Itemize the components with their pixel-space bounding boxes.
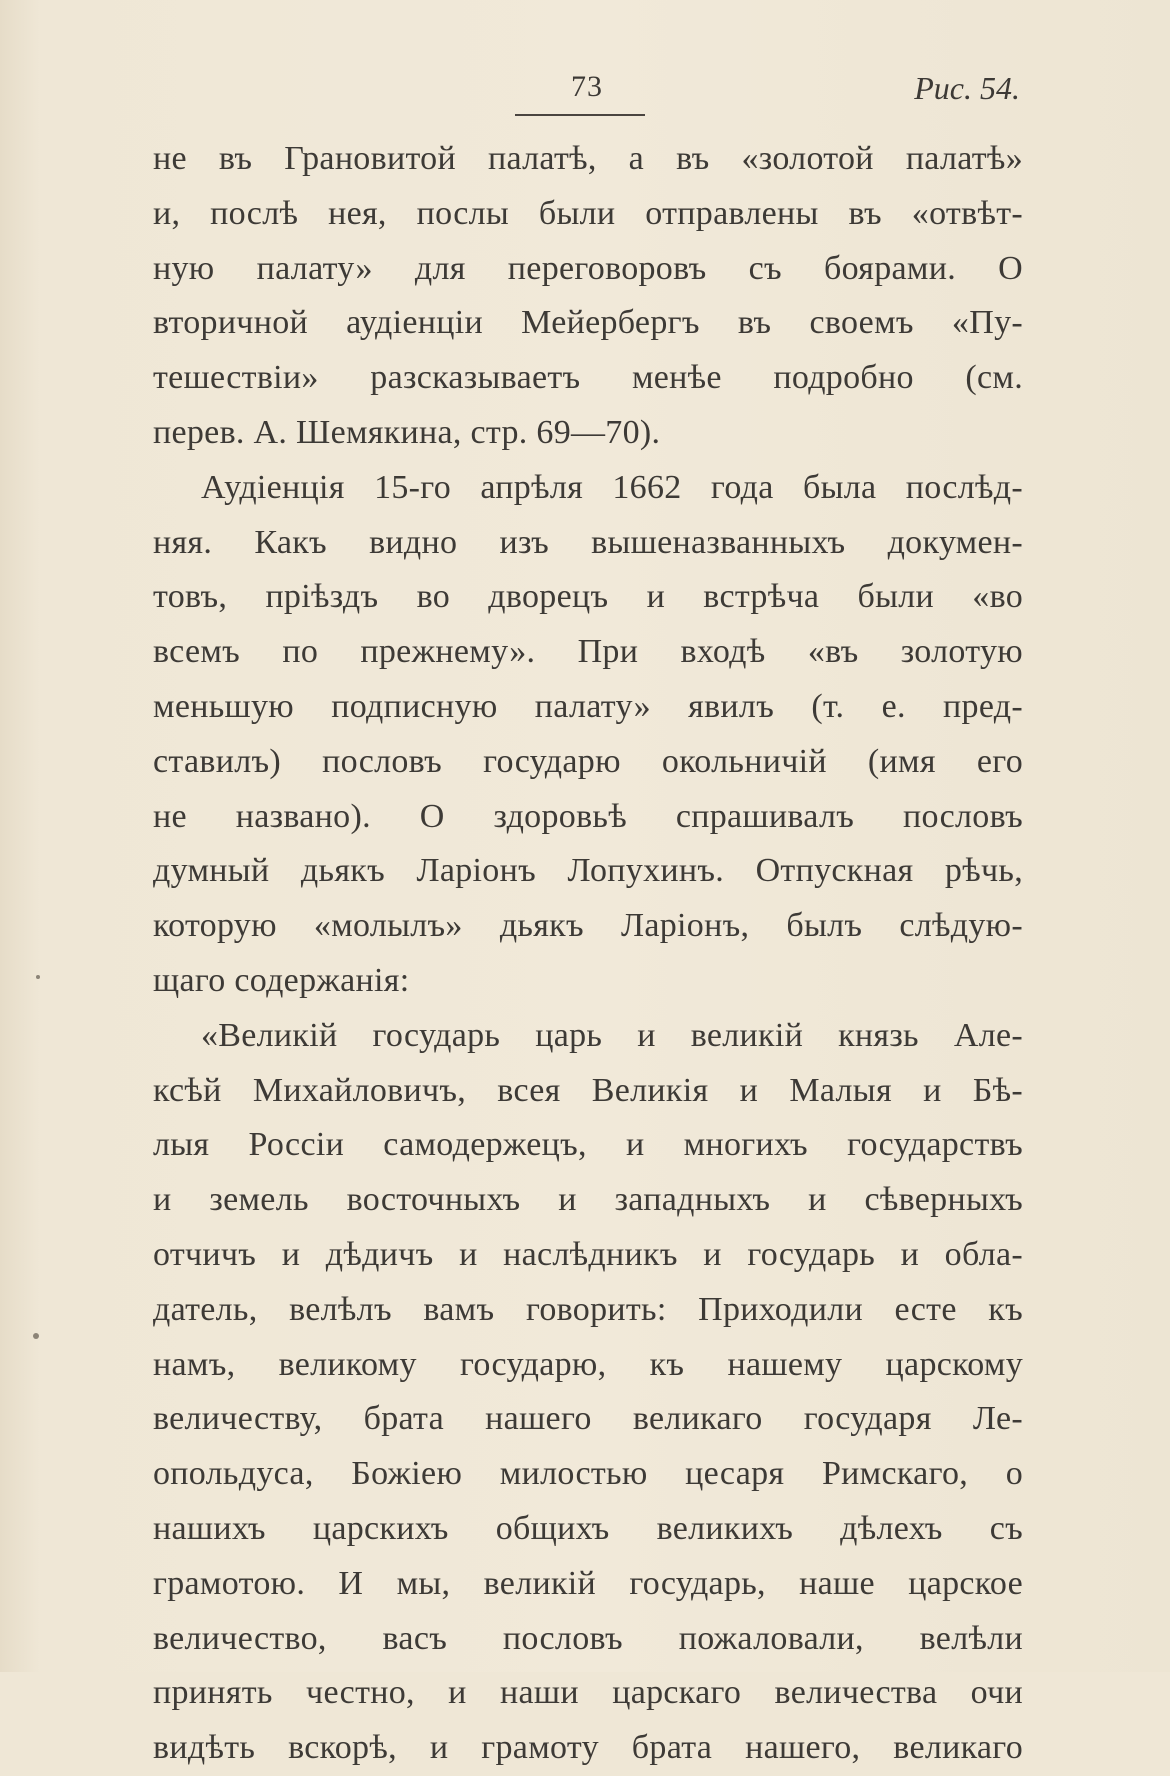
text-line: «Великій государь царь и великій князь Але-	[201, 1016, 1023, 1054]
text-line: намъ, великому государю, къ нашему царскому	[153, 1345, 1023, 1383]
text-line: видѣть вскорѣ, и грамоту брата нашего, великаго	[153, 1729, 1023, 1767]
text-line: няя. Какъ видно изъ вышеназванныхъ докумен-	[153, 523, 1023, 561]
text-line: Аудіенція 15-го апрѣля 1662 года была послѣд-	[201, 468, 1023, 506]
body-text	[153, 132, 1023, 1776]
text-line: опольдуса, Божіею милостью цесаря Римскаго, о	[153, 1455, 1023, 1493]
text-line: которую «молылъ» дьякъ Ларіонъ, былъ слѣдую-	[153, 907, 1023, 945]
text-line: щаго содержанія:	[153, 961, 410, 999]
text-line: всемъ по прежнему». При входѣ «въ золотую	[153, 633, 1023, 671]
text-line: перев. А. Шемякина, стр. 69—70).	[153, 413, 661, 451]
text-line: нашихъ царскихъ общихъ великихъ дѣлехъ съ	[153, 1509, 1023, 1547]
text-line: товъ, пріѣздъ во дворецъ и встрѣча были «во	[153, 578, 1023, 616]
text-line: тешествіи» разсказываетъ менѣе подробно (см.	[153, 359, 1023, 397]
text-line: вторичной аудіенціи Мейербергъ въ своемъ «Пу-	[153, 304, 1023, 342]
text-line: и земель восточныхъ и западныхъ и сѣверныхъ	[153, 1181, 1023, 1219]
paper-speck	[36, 975, 40, 979]
text-line: ставилъ) пословъ государю окольничій (имя его	[153, 742, 1023, 780]
page-number: 73	[571, 70, 603, 103]
text-line: думный дьякъ Ларіонъ Лопухинъ. Отпускная рѣчь,	[153, 852, 1023, 890]
text-line: лыя Россіи самодержецъ, и многихъ государствъ	[153, 1126, 1023, 1164]
paper-speck	[33, 1333, 39, 1339]
text-line: принять честно, и наши царскаго величества очи	[153, 1674, 1023, 1712]
text-line: меньшую подписную палату» явилъ (т. е. пред-	[153, 687, 1023, 725]
text-line: ксѣй Михайловичъ, всея Великія и Малыя и Бѣ-	[153, 1071, 1023, 1109]
text-line: величество, васъ пословъ пожаловали, велѣли	[153, 1619, 1023, 1657]
figure-reference: Рис. 54.	[914, 70, 1020, 106]
text-line: не въ Грановитой палатѣ, а въ «золотой палатѣ»	[153, 140, 1023, 177]
page-header	[0, 66, 1170, 116]
text-line: грамотою. И мы, великій государь, наше царское	[153, 1564, 1023, 1602]
text-line: датель, велѣлъ вамъ говорить: Приходили есте къ	[153, 1290, 1023, 1328]
text-line: величеству, брата нашего великаго государя Ле-	[153, 1400, 1023, 1438]
header-rule	[515, 114, 645, 116]
text-line: и, послѣ нея, послы были отправлены въ «отвѣт-	[153, 194, 1023, 232]
text-line: не названо). О здоровьѣ спрашивалъ пословъ	[153, 797, 1023, 835]
text-line: отчичъ и дѣдичъ и наслѣдникъ и государь и обла-	[153, 1235, 1023, 1273]
text-line: ную палату» для переговоровъ съ боярами. О	[153, 249, 1023, 287]
